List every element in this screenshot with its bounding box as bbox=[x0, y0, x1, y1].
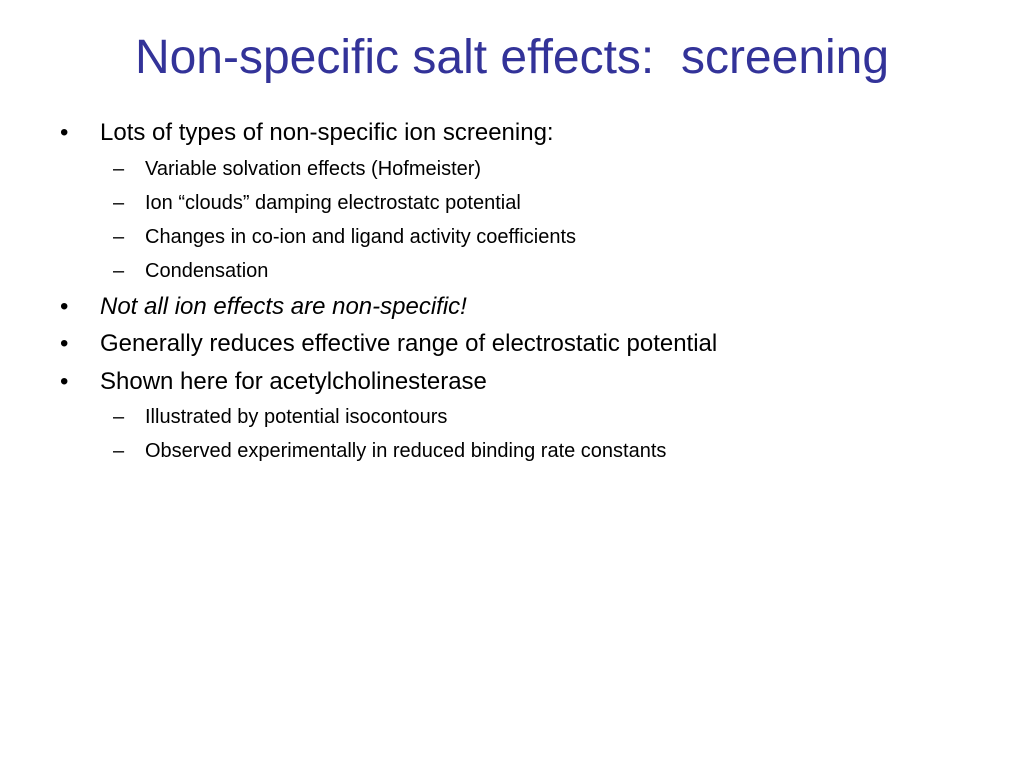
bullet-item bbox=[0, 363, 1024, 401]
sub-bullet-text: Condensation bbox=[145, 259, 269, 282]
bullet-list bbox=[0, 114, 1024, 468]
bullet-marker: • bbox=[60, 330, 69, 357]
slide-title: Non-specific salt effects: screening bbox=[134, 31, 890, 84]
bullet-text: Lots of types of non-specific ion screening: bbox=[100, 119, 554, 146]
sub-bullet-item bbox=[0, 254, 1024, 288]
bullet-marker: • bbox=[60, 367, 69, 395]
bullet-item bbox=[0, 325, 1024, 363]
bullet-text: Shown here for acetylcholinesterase bbox=[100, 367, 487, 395]
sub-bullet-marker: – bbox=[113, 157, 125, 180]
sub-bullet-text: Ion “clouds” damping electrostatc potential bbox=[145, 191, 521, 214]
sub-bullet-item bbox=[0, 220, 1024, 254]
bullet-marker: • bbox=[60, 119, 69, 146]
sub-bullet-text: Changes in co-ion and ligand activity coefficients bbox=[145, 225, 576, 248]
sub-bullet-marker: – bbox=[113, 440, 125, 462]
sub-bullet-marker: – bbox=[113, 406, 125, 428]
sub-bullet-item bbox=[0, 400, 1024, 434]
sub-bullet-text: Observed experimentally in reduced binding rate constants bbox=[145, 440, 667, 462]
sub-bullet-item bbox=[0, 152, 1024, 186]
bullet-item bbox=[0, 114, 1024, 152]
sub-bullet-item bbox=[0, 186, 1024, 220]
bullet-item bbox=[0, 288, 1024, 326]
sub-bullet-marker: – bbox=[113, 225, 125, 248]
sub-bullet-text: Illustrated by potential isocontours bbox=[145, 406, 448, 428]
sub-bullet-item bbox=[0, 434, 1024, 468]
bullet-text: Not all ion effects are non-specific! bbox=[100, 292, 467, 320]
bullet-marker: • bbox=[60, 292, 69, 320]
sub-bullet-marker: – bbox=[113, 191, 125, 214]
bullet-text: Generally reduces effective range of electrostatic potential bbox=[100, 330, 718, 357]
sub-bullet-text: Variable solvation effects (Hofmeister) bbox=[145, 157, 482, 180]
sub-bullet-marker: – bbox=[113, 259, 125, 282]
